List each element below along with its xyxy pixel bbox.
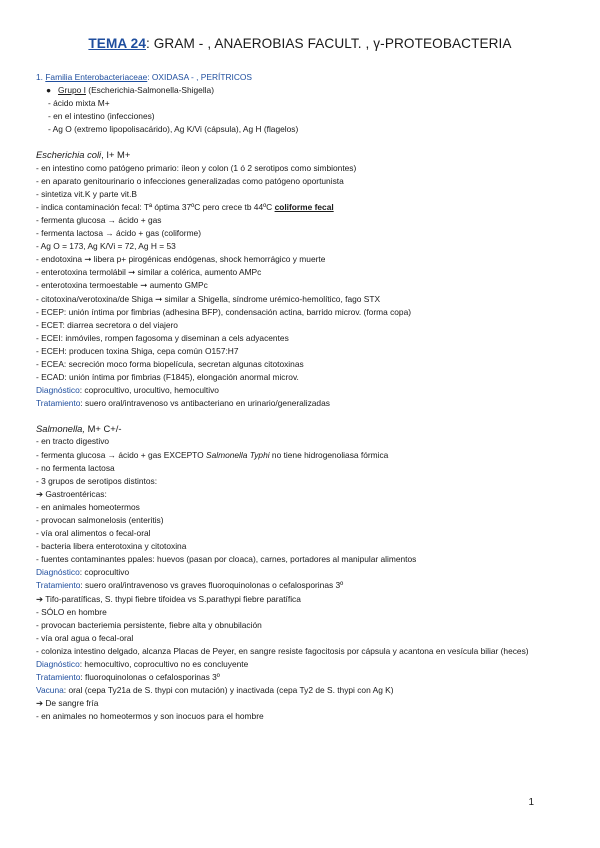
ecoli-heading: Escherichia coli, I+ M+ xyxy=(36,149,131,161)
list-item: - 3 grupos de serotipos distintos: xyxy=(36,475,158,486)
treatment-line: Tratamiento: suero oral/intravenoso vs antibacteriano en urinario/generalizadas xyxy=(36,398,330,409)
list-item: - provocan bacteriemia persistente, fiebre alta y obnubilación xyxy=(36,619,262,630)
list-item: - citotoxina/verotoxina/de Shiga ➞ similar a Shigella, síndrome urémico-hemolítico, fago STX xyxy=(36,293,381,304)
list-item: - Ag O = 173, Ag K/Vi = 72, Ag H = 53 xyxy=(36,241,176,252)
list-item: - en animales no homeotermos y son inocuos para el hombre xyxy=(36,711,264,722)
list-item: - fermenta glucosa → ácido + gas EXCEPTO Salmonella Typhi no tiene hidrogenoliasa fórmica xyxy=(36,449,389,460)
list-item: - provocan salmonelosis (enteritis) xyxy=(36,515,164,525)
list-item: - en tracto digestivo xyxy=(36,436,110,447)
salmonella-heading: Salmonella, M+ C+/- xyxy=(36,423,122,435)
list-item: - en el intestino (infecciones) xyxy=(48,111,155,122)
list-item: - sintetiza vit.K y parte vit.B xyxy=(36,188,137,199)
list-item: - Ag O (extremo lipopolisacárido), Ag K/Vi (cápsula), Ag H (flagelos) xyxy=(48,124,299,135)
list-item: - enterotoxina termolábil ➞ similar a colérica, aumento AMPc xyxy=(36,267,262,278)
section-heading: 1. Familia Enterobacteriaceae: OXIDASA - , PERÍTRICOS xyxy=(36,72,252,82)
list-item: - en aparato genitourinario o infecciones generalizadas como patógeno oportunista xyxy=(36,175,344,186)
list-item: - en intestino como patógeno primario: íleon y colon (1 ó 2 serotipos como simbiontes) xyxy=(36,162,357,173)
list-item: - fermenta lactosa → ácido + gas (coliforme) xyxy=(36,228,202,239)
list-item: - vía oral agua o fecal-oral xyxy=(36,632,134,643)
list-item: - enterotoxina termoestable ➞ aumento GMPc xyxy=(36,280,208,291)
bullet-icon: ● xyxy=(46,85,52,96)
diagnosis-line: Diagnóstico: coprocultivo xyxy=(36,567,130,578)
page-title xyxy=(0,36,600,51)
gastro-heading: ➔ Gastroentéricas: xyxy=(36,488,107,499)
list-item: - fermenta glucosa → ácido + gas xyxy=(36,214,162,225)
list-item: - ECET: diarrea secretora o del viajero xyxy=(36,319,178,330)
list-item: - no fermenta lactosa xyxy=(36,462,115,473)
list-item: - en animales homeotermos xyxy=(36,501,140,512)
list-item: - ECEH: producen toxina Shiga, cepa común O157:H7 xyxy=(36,345,239,356)
fria-heading: ➔ De sangre fría xyxy=(36,698,99,709)
list-item: - fuentes contaminantes ppales: huevos (pasan por cloaca), carnes, portadores al manipular alimentos xyxy=(36,554,417,565)
list-item: - ECEI: inmóviles, rompen fagosoma y diseminan a cels adyacentes xyxy=(36,332,289,343)
list-item: - ECEA: secreción moco forma biopelícula, secretan algunas citotoxinas xyxy=(36,358,304,369)
list-item: - bacteria libera enterotoxina y citotoxina xyxy=(36,541,187,552)
title-topic: TEMA 24 xyxy=(88,36,146,51)
section-family-name: Familia Enterobacteriaceae xyxy=(45,72,148,82)
diagnosis-line: Diagnóstico: hemocultivo, coprocultivo no es concluyente xyxy=(36,659,249,670)
list-item: - endotoxina ➞ libera p+ pirogénicas endógenas, shock hemorrágico y muerte xyxy=(36,254,326,265)
tifo-heading: ➔ Tifo-paratíficas, S. thypi fiebre tifoidea vs S.parathypi fiebre paratífica xyxy=(36,593,301,604)
document-body xyxy=(36,71,566,724)
group-heading: ● Grupo I (Escherichia-Salmonella-Shigella) xyxy=(46,85,214,96)
list-item: - ácido mixta M+ xyxy=(48,98,110,109)
list-item: - indica contaminación fecal: Tª óptima 37ºC pero crece tb 44ºC coliforme fecal xyxy=(36,201,334,212)
list-item: - vía oral alimentos o fecal-oral xyxy=(36,528,151,539)
diagnosis-line: Diagnóstico: coprocultivo, urocultivo, hemocultivo xyxy=(36,385,219,396)
title-text: : GRAM - , ANAEROBIAS FACULT. , γ-PROTEOBACTERIA xyxy=(146,36,512,51)
list-item: - SÓLO en hombre xyxy=(36,606,107,617)
list-item: - ECAD: unión íntima por fimbrias (F1845), elongación anormal microv. xyxy=(36,372,299,383)
treatment-line: Tratamiento: suero oral/intravenoso vs graves fluoroquinolonas o cefalosporinas 3º xyxy=(36,580,344,591)
page-number: 1 xyxy=(528,797,534,808)
vaccine-line: Vacuna: oral (cepa Ty21a de S. thypi con mutación) y inactivada (cepa Ty2 de S. thypi con Ag K) xyxy=(36,685,394,696)
list-item: - ECEP: unión íntima por fimbrias (adhesina BFP), condensación actina, barrido microv. (forma copa) xyxy=(36,306,412,317)
treatment-line: Tratamiento: fluoroquinolonas o cefalosporinas 3º xyxy=(36,672,220,683)
list-item: - coloniza intestino delgado, alcanza Placas de Peyer, en sangre resiste fagocitosis por cápsula y acantona en vesícula biliar (heces) xyxy=(36,645,529,656)
